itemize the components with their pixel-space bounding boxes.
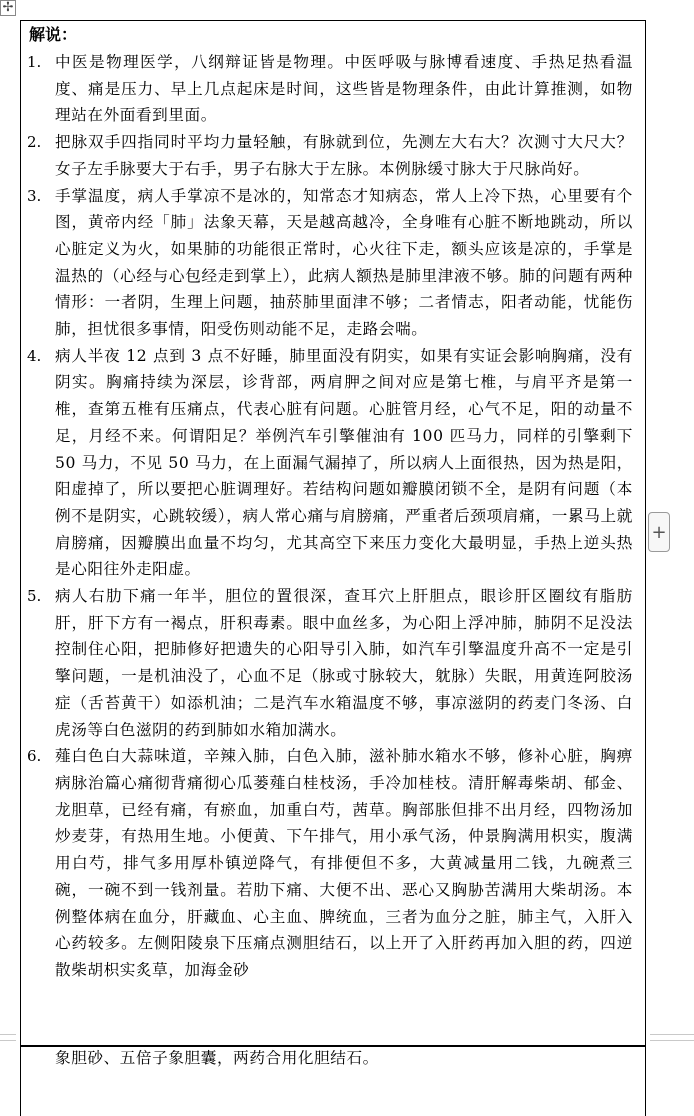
list-item [21,183,646,343]
table-cell-continued[interactable] [20,1046,646,1116]
list-item [21,129,646,182]
item-text[interactable]: 手掌温度，病人手掌凉不是冰的，知常态才知病态，常人上冷下热，心里要有个图，黄帝内经「肺」法象天幕，天是越高越冷，全身唯有心脏不断地跳动，所以心脏定义为火，如果肺的功能很正常时，心火往下走，额头应该是凉的，手掌是温热的（心经与心包经走到掌上），此病人额热是肺里津液不够。肺的问题有两种情形：一者阴，生理上问题，抽菸肺里面津不够；二者情志，阳者动能，忧能伤肺，担忧很多事情，阳受伤则动能不足，走路会喘。 [55,186,633,339]
list-item [21,343,646,583]
page-gutter-mark [0,1040,16,1041]
item-number: 3. [27,186,42,205]
list-item [21,49,646,129]
explanation-list [21,49,646,984]
page-gutter-mark [650,1040,694,1041]
continuation-text[interactable]: 象胆砂、五倍子象胆囊，两药合用化胆结石。 [55,1049,379,1067]
list-item [21,583,646,743]
item-text[interactable]: 病人半夜 12 点到 3 点不好睡，肺里面没有阴实，如果有实证会影响胸痛，没有阴实。胸痛持续为深层，诊背部，两肩胛之间对应是第七椎，与肩平齐是第一椎，查第五椎有压痛点，代表心脏有问题。心脏管月经，心气不足，阳的动量不足，月经不来。何谓阳足？举例汽车引擎催油有 100 匹马力，同样的引擎剩下 50 马力，不见 50 马力，在上面漏气漏掉了，所以病人上面很热，因为热是阳，阳虚掉了，所以要把心脏调理好。若结构问题如瓣膜闭锁不全，是阴有问题（本例不是阴实，心跳较缓），病人常心痛与肩膀痛，严重者后颈项肩痛，一累马上就肩膀痛，因瓣膜出血量不均匀，尤其高空下来压力变化大最明显，手热上逆头热是心阳往外走阳虚。 [55,346,633,579]
page-gutter-mark [650,1034,694,1035]
item-text[interactable]: 病人右肋下痛一年半，胆位的置很深，查耳穴上肝胆点，眼诊肝区圈纹有脂肪肝，肝下方有一褐点，肝积毒素。眼中血丝多，为心阳上浮冲肺，肺阴不足没法控制住心阳，把肺修好把遗失的心阳导引入肺，如汽车引擎温度升高不一定是引擎问题，一是机油没了，心血不足（脉或寸脉较大，躭脉）失眠，用黄连阿胶汤症（舌苔黄干）如添机油；二是汽车水箱温度不够，事凉滋阴的药麦门冬汤、白虎汤等白色滋阴的药到肺如水箱加满水。 [55,587,633,739]
item-text[interactable]: 把脉双手四指同时平均力量轻触，有脉就到位，先测左大右大？次测寸大尺大？女子左手脉要大于右手，男子右脉大于左脉。本例脉缓寸脉大于尺脉尚好。 [55,133,633,178]
table-cell[interactable] [20,20,646,1046]
list-item [21,743,646,983]
item-number: 4. [27,346,42,365]
explanation-heading: 解说： [29,25,78,44]
item-number: 2. [27,133,42,152]
item-number: 5. [27,587,42,606]
item-number: 1. [27,53,42,71]
item-text[interactable]: 中医是物理医学，八纲辩证皆是物理。中医呼吸与脉博看速度、手热足热看温度、痛是压力、早上几点起床是时间，这些皆是物理条件，由此计算推测，如物理站在外面看到里面。 [55,53,633,125]
plus-icon[interactable]: + [648,512,670,552]
move-icon[interactable]: ✢ [0,0,16,16]
item-text[interactable]: 薤白色白大蒜味道，辛辣入肺，白色入肺，滋补肺水箱水不够，修补心脏，胸痹病脉治篇心痛彻背痛彻心瓜蒌薤白桂枝汤，手冷加桂枝。清肝解毒柴胡、郁金、龙胆草，已经有痛，有瘀血，加重白芍，茜草。胸部胀但排不出月经，四物汤加炒麦芽，有热用生地。小便黄、下午排气，用小承气汤，仲景胸满用枳实，腹满用白芍，排气多用厚朴镇逆降气，有排便但不多，大黄减量用二钱，九碗煮三碗，一碗不到一钱剂量。若肋下痛、大便不出、恶心又胸胁苦满用大柴胡汤。本例整体病在血分，肝藏血、心主血、脾统血，三者为血分之脏，肺主气，入肝入心药较多。左侧阳陵泉下压痛点测胆结石，以上开了入肝药再加入胆的药，四逆散柴胡枳实炙草，加海金砂 [55,747,633,979]
page-gutter-mark [0,1034,16,1035]
item-number: 6. [27,747,42,766]
